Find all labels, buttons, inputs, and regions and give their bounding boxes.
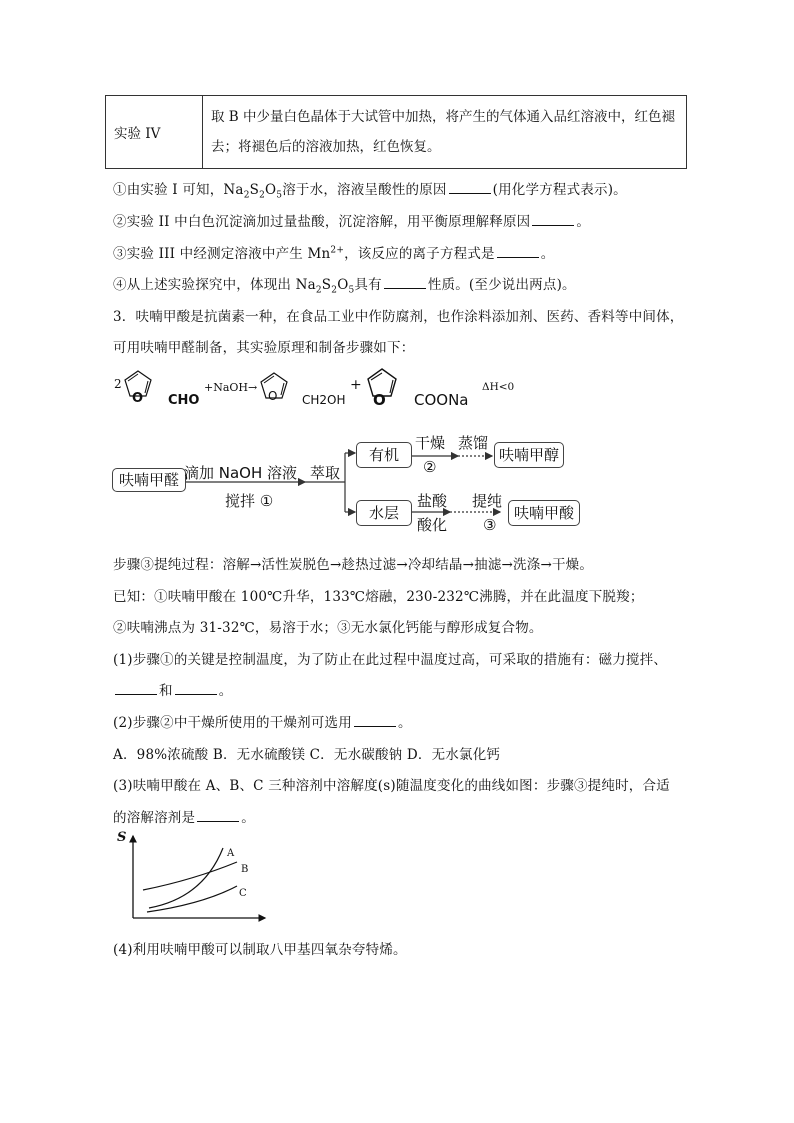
solubility-graph — [113, 828, 273, 928]
answer-blank[interactable] — [497, 245, 539, 258]
experiment-table — [105, 95, 687, 169]
known-info-2: ②呋喃沸点为 31-32℃，易溶于水；③无水氯化钙能与醇形成复合物。 — [113, 620, 543, 636]
curve-c-label: C — [239, 888, 247, 899]
part-1-line-1: (1)步骤①的关键是控制温度，为了防止在此过程中温度过高，可采取的措施有：磁力搅拌、 — [113, 652, 668, 668]
curve-a — [149, 848, 223, 908]
flow-diagram — [100, 420, 600, 545]
question-4: ④从上述实验探究中，体现出 $Na_2S_2O_5$具有 性质。(至少说出两点)。 — [113, 277, 576, 296]
flow-label-add-naoh: 滴加 NaOH 溶液 — [184, 464, 298, 482]
flow-label-step-3: ③ — [483, 516, 497, 534]
answer-blank[interactable] — [532, 213, 574, 226]
part-2-options: A．98%浓硫酸 B．无水硫酸镁 C．无水碳酸钠 D．无水氯化钙 — [113, 747, 501, 763]
naoh-reagent: +NaOH→ — [204, 381, 258, 394]
flow-label-dry: 干燥 — [415, 434, 446, 452]
table-text-line-2: 去；将褪色后的溶液加热，红色恢复。 — [211, 139, 441, 155]
reaction-coefficient: 2 — [114, 377, 122, 391]
curve-b-label: B — [241, 864, 249, 875]
part-4-question: (4)利用呋喃甲酸可以制取八甲基四氧杂夸特烯。 — [113, 942, 407, 958]
part-3-line-2: 的溶解溶剂是 。 — [113, 810, 255, 826]
flow-label-distill: 蒸馏 — [458, 434, 489, 452]
ring-oxygen: O — [268, 389, 278, 403]
answer-blank[interactable] — [197, 809, 239, 822]
y-axis-label: S — [117, 830, 127, 845]
start-box: 呋喃甲醛 — [112, 468, 186, 492]
step-3-process: 步骤③提纯过程：溶解→活性炭脱色→趁热过滤→冷却结晶→抽滤→洗涤→干燥。 — [113, 557, 594, 573]
problem-3-intro-line-1: 3．呋喃甲酸是抗菌素一种，在食品工业中作防腐剂，也作涂料添加剂、医药、香料等中间体， — [113, 309, 684, 325]
aqueous-layer-box: 水层 — [356, 500, 412, 526]
curve-b — [143, 862, 237, 890]
question-1: ①由实验 I 可知，$Na_2S_2O_5$溶于水，溶液呈酸性的原因 (用化学方程式表示)。 — [113, 182, 627, 201]
answer-blank[interactable] — [449, 181, 491, 194]
flow-label-extract: 萃取 — [310, 464, 341, 482]
furoic-acid-box: 呋喃甲酸 — [508, 500, 580, 526]
organic-layer-box: 有机 — [356, 442, 412, 468]
answer-blank[interactable] — [115, 682, 157, 695]
question-3: ③实验 III 中经测定溶液中产生 $Mn^{2+}$，该反应的离子方程式是 。 — [113, 245, 555, 262]
question-2: ②实验 II 中白色沉淀滴加过量盐酸，沉淀溶解，用平衡原理解释原因 。 — [113, 214, 591, 230]
ring-oxygen: O — [132, 391, 144, 406]
flow-label-purify: 提纯 — [472, 492, 503, 510]
table-label-cell — [106, 96, 203, 169]
flow-label-stir: 搅拌 ① — [225, 492, 274, 510]
table-text-line-1: 取 B 中少量白色晶体于大试管中加热，将产生的气体通入品红溶液中，红色褪 — [211, 109, 676, 125]
plus-sign: + — [350, 377, 362, 393]
flow-label-hcl: 盐酸 — [417, 492, 448, 510]
reaction-equation — [110, 365, 590, 415]
aldehyde-group: CHO — [168, 393, 200, 408]
part-2-question: (2)步骤②中干燥所使用的干燥剂可选用 。 — [113, 715, 412, 731]
flow-label-acidify: 酸化 — [417, 516, 448, 534]
ring-oxygen: O — [373, 391, 386, 409]
carboxylate-group: COONa — [414, 391, 469, 409]
table-label: 实验 IV — [114, 126, 161, 142]
answer-blank[interactable] — [354, 714, 396, 727]
part-3-line-1: (3)呋喃甲酸在 A、B、C 三种溶剂中溶解度(s)随温度变化的曲线如图：步骤③提纯时，合适 — [113, 778, 670, 794]
part-1-line-2: 和 。 — [113, 679, 232, 699]
table-content-cell — [203, 96, 687, 169]
answer-blank[interactable] — [384, 276, 426, 289]
known-info-1: 已知：①呋喃甲酸在 100℃升华，133℃熔融，230-232℃沸腾，并在此温度下脱羧； — [113, 589, 644, 605]
curve-a-label: A — [227, 848, 235, 859]
answer-blank[interactable] — [175, 682, 217, 695]
problem-3-intro-line-2: 可用呋喃甲醛制备，其实验原理和制备步骤如下： — [113, 340, 415, 356]
graph-canvas — [113, 828, 273, 928]
hydroxymethyl-group: CH2OH — [302, 393, 346, 407]
flow-label-step-2: ② — [423, 458, 437, 476]
furfuryl-alcohol-box: 呋喃甲醇 — [494, 442, 564, 468]
enthalpy-label: ΔH<0 — [482, 381, 515, 393]
